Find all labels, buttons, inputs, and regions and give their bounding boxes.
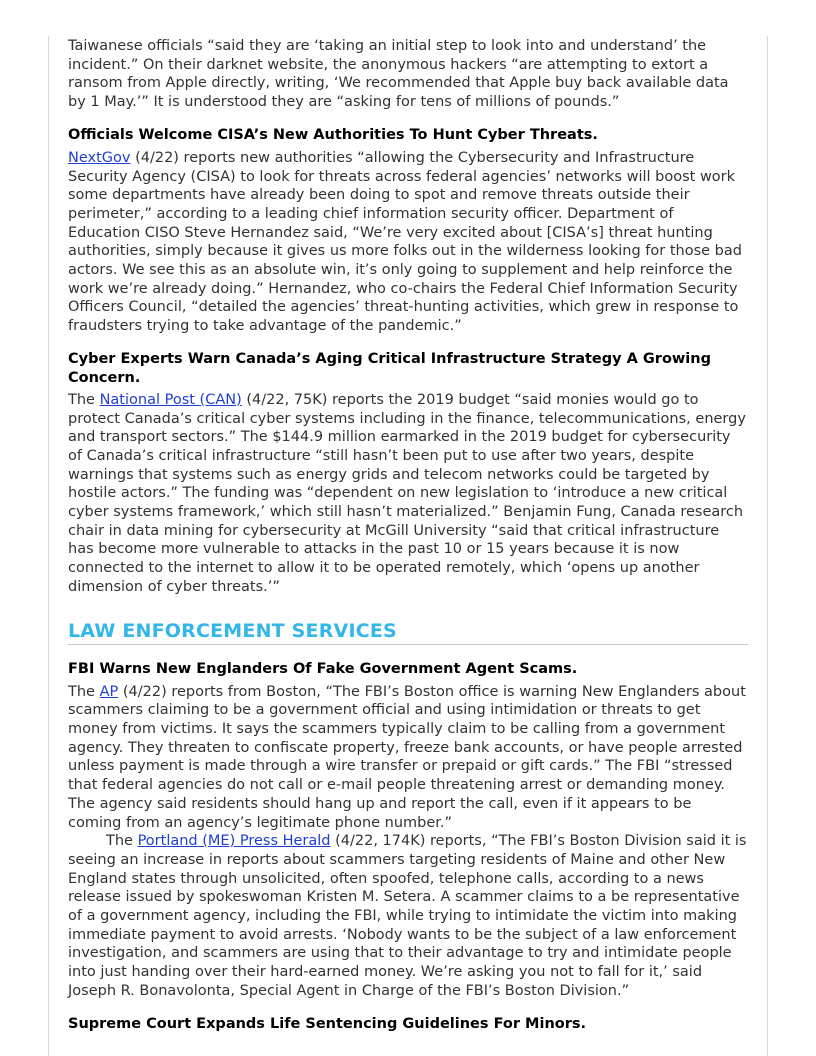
article-prefix: The (68, 683, 100, 700)
headline-fbi: FBI Warns New Englanders Of Fake Government Agent Scams. (68, 660, 578, 677)
article-body-canada (68, 391, 748, 597)
article-body-cisa (68, 149, 748, 336)
newsletter-content (68, 37, 748, 1034)
headline-supreme-court: Supreme Court Expands Life Sentencing Guidelines For Minors. (68, 1015, 587, 1032)
intro-paragraph: Taiwanese officials “said they are ‘taking an initial step to look into and understand’ the incident.” On their darknet website, the anonymous hackers “are attempting to extort a ransom from Apple directly, writing, ‘We recommended that Apple buy back available data by 1 May.’” It is understood they are “asking for tens of millions of pounds.” (68, 38, 729, 111)
article-text: (4/22, 174K) reports, “The FBI’s Boston Division said it is seeing an increase in reports about scammers targeting residents of Maine and other New England states through unsolicited, often spoofed, telephone calls, according to a news release issued by spokeswoman Kristen M. Setera. A scammer claims to a be representative of a government agency, including the FBI, while trying to intimidate the victim into making immediate payment to avoid arrests. ‘Nobody wants to be the subject of a law enforcement investigation, and scammers are using that to their advantage to try and intimidate people into just handing over their hard-earned money. We’re asking you not to fall for it,’ said Joseph R. Bonavolonta, Special Agent in Charge of the FBI’s Boston Division.” (68, 833, 747, 999)
article-text: (4/22, 75K) reports the 2019 budget “said monies would go to protect Canada’s critical cyber systems including in the finance, telecommunications, energy and transport sectors.” The $144.9 million earmarked in the 2019 budget for cybersecurity of Canada’s critical infrastructure “still hasn’t been put to use after two years, despite warnings that systems such as energy grids and telecom networks could be targeted by hostile actors.” The funding was “dependent on new legislation to ‘introduce a new critical cyber systems framework,’ which still hasn’t materialized.” Benjamin Fung, Canada research chair in data mining for cybersecurity at McGill University “said that critical infrastructure has become more vulnerable to attacks in the past 10 or 15 years because it is now connected to the internet to allow it to be operated remotely, which ‘opens up another dimension of cyber threats.’” (68, 391, 746, 595)
section-heading-law-enforcement: LAW ENFORCEMENT SERVICES (68, 619, 748, 645)
source-link-nextgov[interactable]: NextGov (68, 149, 131, 166)
source-link-ap[interactable]: AP (99, 683, 119, 700)
headline-canada: Cyber Experts Warn Canada’s Aging Critical Infrastructure Strategy A Growing Concern. (68, 350, 711, 386)
source-link-national-post[interactable]: National Post (CAN) (99, 391, 242, 408)
article-text: (4/22) reports new authorities “allowing the Cybersecurity and Infrastructure Security Agency (CISA) to look for threats across federal agencies’ networks will boost work some departments have already been doing to spot and remove threats outside their perimeter,” according to a leading chief information security officer. Department of Education CISO Steve Hernandez said, “We’re very excited about [CISA’s] threat hunting authorities, simply because it gives us more folks out in the wilderness looking for those bad actors. We see this as an absolute win, it’s only going to supplement and help reinforce the work we’re already doing.” Hernandez, who co-chairs the Federal Chief Information Security Officers Council, “detailed the agencies’ threat-hunting activities, which grew in response to fraudsters trying to take advantage of the pandemic.” (68, 149, 742, 335)
article-body-fbi-ap (68, 683, 748, 833)
article-prefix: The (106, 833, 138, 850)
headline-cisa: Officials Welcome CISA’s New Authorities To Hunt Cyber Threats. (68, 126, 598, 143)
article-prefix: The (68, 391, 100, 408)
article-body-fbi-press-herald (68, 832, 748, 1000)
source-link-portland-press-herald[interactable]: Portland (ME) Press Herald (137, 833, 331, 850)
article-text: (4/22) reports from Boston, “The FBI’s Boston office is warning New Englanders about scammers claiming to be a government official and using intimidation or threats to get money from victims. It says the scammers typically claim to be calling from a government agency. They threaten to confiscate property, freeze bank accounts, or have people arrested unless payment is made through a wire transfer or prepaid or gift cards.” The FBI “stressed that federal agencies do not call or e-mail people threatening arrest or demanding money. The agency said residents should hang up and report the call, even if it appears to be coming from an agency’s legitimate phone number.” (68, 683, 746, 831)
